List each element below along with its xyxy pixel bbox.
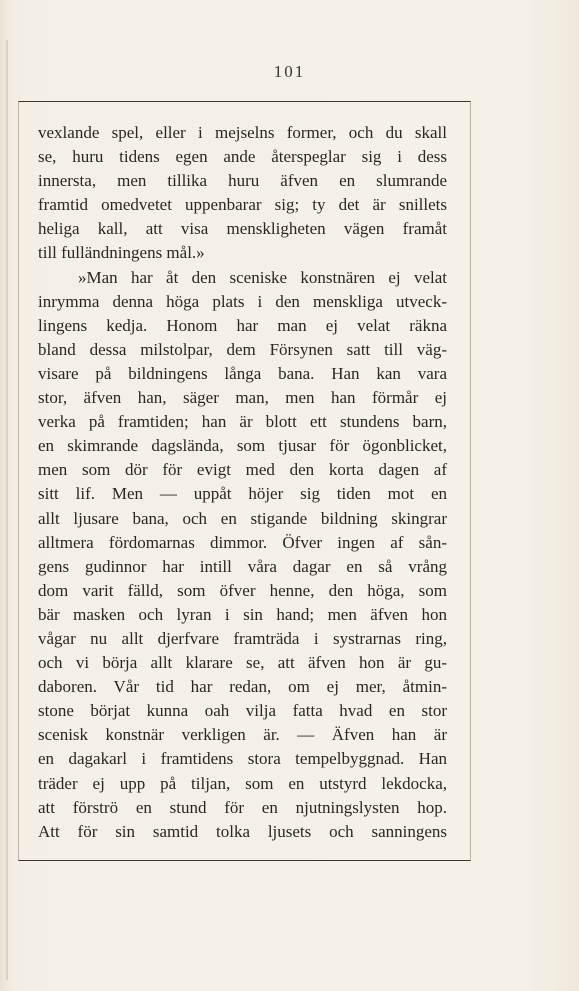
text-line: »Man har åt den sceniske konstnären ej velat xyxy=(78,267,447,287)
text-line: daboren. Vår tid har redan, om ej mer, åtmin- xyxy=(38,677,447,697)
text-line: allt ljusare bana, och en stigande bildning skingrar xyxy=(38,508,447,528)
text-line: inrymma denna höga plats i den menskliga utveck- xyxy=(38,291,447,311)
text-line: sitt lif. Men — uppåt höjer sig tiden mot en xyxy=(38,484,447,504)
text-line: verka på framtiden; han är blott ett stundens barn, xyxy=(38,412,447,432)
text-line: vexlande spel, eller i mejselns former, och du skall xyxy=(38,123,447,142)
text-line: bär masken och lyran i sin hand; men äfven hon xyxy=(38,604,447,624)
text-line: träder ej upp på tiljan, som en utstyrd lekdocka, xyxy=(38,773,447,793)
text-line: men som dör för evigt med den korta dagen af xyxy=(38,460,447,480)
text-line: vågar nu allt djerfvare framträda i systrarnas ring, xyxy=(38,628,447,648)
text-line: se, huru tidens egen ande återspeglar sig i dess xyxy=(38,147,447,167)
text-line: Att för sin samtid tolka ljusets och sanningens xyxy=(38,821,447,841)
page-number: 101 xyxy=(273,62,306,81)
text-line: dom varit fälld, som öfver henne, den höga, som xyxy=(38,580,447,600)
text-line: en skimrande dagslända, som tjusar för ögonblicket, xyxy=(38,436,447,456)
text-line: framtid omedvetet uppenbarar sig; ty det är snillets xyxy=(38,195,447,215)
text-line: lingens kedja. Honom har man ej velat räkna xyxy=(38,315,447,335)
text-line: heliga kall, att visa menskligheten vägen framåt xyxy=(38,219,447,239)
text-line: en dagakarl i framtidens stora tempelbyggnad. Han xyxy=(38,749,447,769)
text-line: scenisk konstnär verkligen är. — Äfven han är xyxy=(38,725,447,745)
text-line: stone börjat kunna oah vilja fatta hvad en stor xyxy=(38,701,447,721)
text-line: gens gudinnor har intill våra dagar en så vrång xyxy=(38,556,447,576)
text-line: bland dessa milstolpar, dem Försynen satt till väg- xyxy=(38,339,447,359)
text-line: alltmera fördomarnas dimmor. Öfver ingen af sån- xyxy=(38,532,447,552)
body-text xyxy=(38,121,447,844)
text-line: och vi börja allt klarare se, att äfven hon är gu- xyxy=(38,653,447,673)
text-line: visare på bildningens långa bana. Han kan vara xyxy=(38,363,447,383)
text-line: att förströ en stund för en njutningslysten hop. xyxy=(38,797,447,817)
text-line: till fulländningens mål.» xyxy=(38,243,205,263)
text-line: stor, äfven han, säger man, men han förmår ej xyxy=(38,388,447,408)
text-line: innersta, men tillika huru äfven en slumrande xyxy=(38,171,447,191)
binding-edge xyxy=(6,40,8,980)
